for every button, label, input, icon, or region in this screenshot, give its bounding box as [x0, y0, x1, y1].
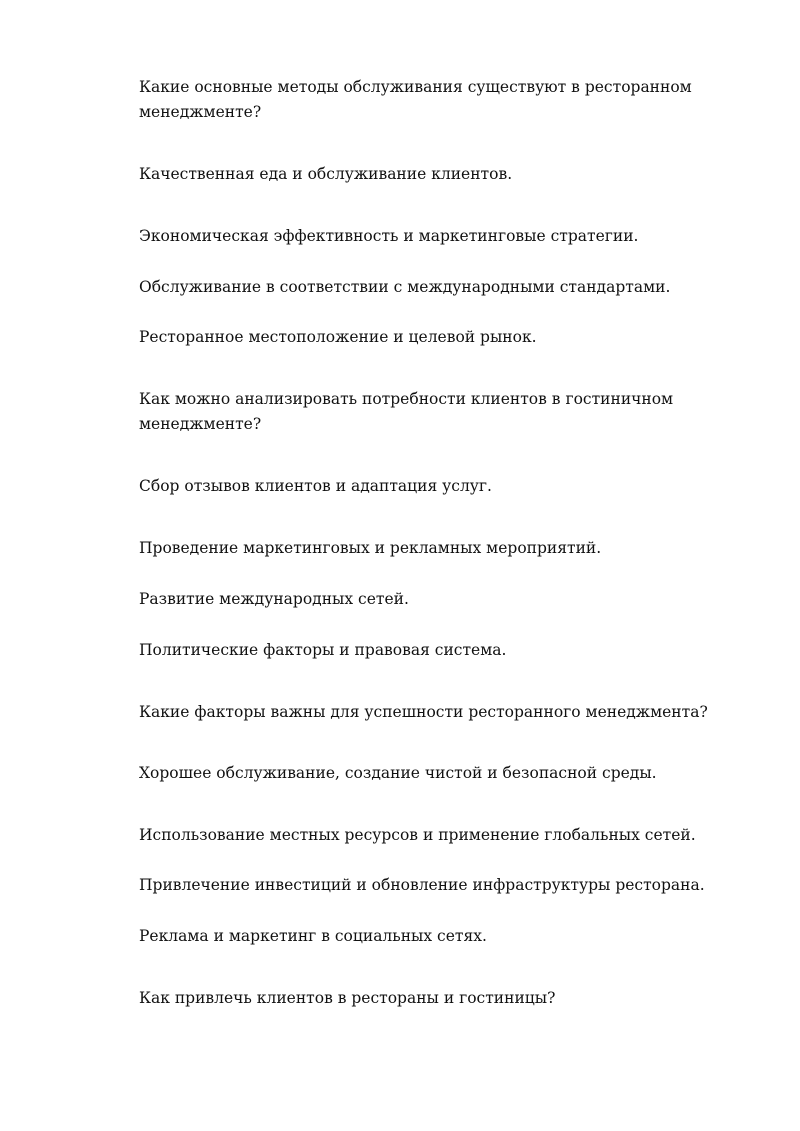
answer-3-a: Хорошее обслуживание, создание чистой и безопасной среды. [139, 764, 657, 782]
answer-1-a: Качественная еда и обслуживание клиентов. [139, 165, 513, 183]
answer-2-b: Проведение маркетинговых и рекламных мероприятий. [139, 539, 602, 557]
question-3: Какие факторы важны для успешности ресторанного менеджмента? [139, 703, 708, 721]
question-1: Какие основные методы обслуживания существуют в ресторанном менеджменте? [139, 78, 692, 121]
question-4: Как привлечь клиентов в рестораны и гостиницы? [139, 989, 556, 1007]
answer-3-c: Привлечение инвестиций и обновление инфраструктуры ресторана. [139, 876, 705, 894]
answer-1-c: Обслуживание в соответствии с международными стандартами. [139, 278, 671, 296]
question-2: Как можно анализировать потребности клиентов в гостиничном менеджменте? [139, 390, 674, 433]
answer-2-a: Сбор отзывов клиентов и адаптация услуг. [139, 477, 492, 495]
answer-1-d: Ресторанное местоположение и целевой рынок. [139, 328, 537, 346]
answer-3-b: Использование местных ресурсов и применение глобальных сетей. [139, 826, 696, 844]
answer-3-d: Реклама и маркетинг в социальных сетях. [139, 927, 487, 945]
answer-2-c: Развитие международных сетей. [139, 590, 409, 608]
answer-2-d: Политические факторы и правовая система. [139, 641, 507, 659]
answer-1-b: Экономическая эффективность и маркетинговые стратегии. [139, 227, 639, 245]
